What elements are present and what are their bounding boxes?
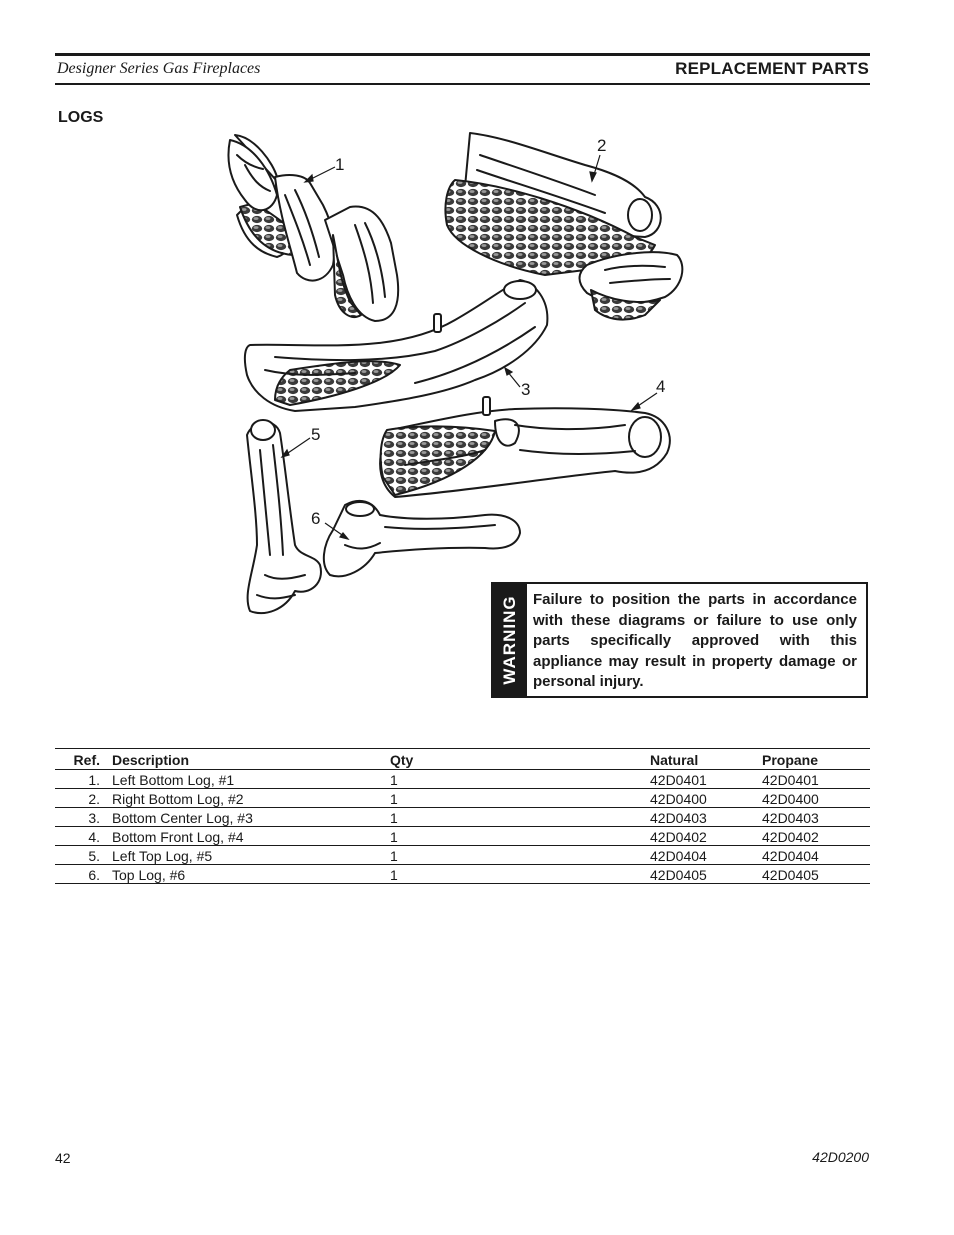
table-row bbox=[55, 846, 870, 865]
warning-box bbox=[491, 582, 868, 698]
logs-title: LOGS bbox=[58, 109, 104, 126]
cell-qty: 1 bbox=[385, 865, 650, 884]
cell-description: Right Bottom Log, #2 bbox=[112, 789, 385, 808]
parts-table bbox=[55, 748, 870, 884]
table-header-row bbox=[55, 749, 870, 770]
table-row bbox=[55, 808, 870, 827]
cell-qty: 1 bbox=[385, 846, 650, 865]
cell-propane: 42D0400 bbox=[762, 789, 870, 808]
cell-propane: 42D0402 bbox=[762, 827, 870, 846]
cell-natural: 42D0401 bbox=[650, 770, 762, 789]
header-propane: Propane bbox=[762, 749, 870, 770]
cell-natural: 42D0402 bbox=[650, 827, 762, 846]
warning-text: Failure to position the parts in accordance with these diagrams or failure to use only parts specifically approved with this appliance may result in property damage or personal injury. bbox=[533, 591, 857, 690]
header-natural: Natural bbox=[650, 749, 762, 770]
callout-4: 4 bbox=[656, 377, 666, 396]
log-2 bbox=[445, 133, 682, 320]
cell-description: Bottom Center Log, #3 bbox=[112, 808, 385, 827]
cell-ref: 2. bbox=[55, 789, 112, 808]
log-1 bbox=[228, 135, 398, 321]
warning-label-tab bbox=[493, 584, 527, 696]
cell-qty: 1 bbox=[385, 808, 650, 827]
cell-ref: 6. bbox=[55, 865, 112, 884]
header-qty: Qty bbox=[385, 749, 650, 770]
cell-ref: 1. bbox=[55, 770, 112, 789]
table-row bbox=[55, 827, 870, 846]
log-placement-diagram bbox=[215, 125, 690, 625]
header-rule-bottom bbox=[55, 83, 870, 85]
cell-description: Left Top Log, #5 bbox=[112, 846, 385, 865]
log-4 bbox=[380, 397, 670, 497]
table-row bbox=[55, 770, 870, 789]
callout-1: 1 bbox=[335, 155, 345, 174]
cell-qty: 1 bbox=[385, 770, 650, 789]
log-5 bbox=[247, 420, 321, 613]
warning-label: WARNING bbox=[500, 595, 519, 685]
cell-propane: 42D0405 bbox=[762, 865, 870, 884]
cell-description: Bottom Front Log, #4 bbox=[112, 827, 385, 846]
callout-5: 5 bbox=[311, 425, 321, 444]
section-header: REPLACEMENT PARTS bbox=[675, 59, 869, 78]
cell-ref: 5. bbox=[55, 846, 112, 865]
header-description: Description bbox=[112, 749, 385, 770]
cell-description: Top Log, #6 bbox=[112, 865, 385, 884]
cell-natural: 42D0403 bbox=[650, 808, 762, 827]
table-row bbox=[55, 789, 870, 808]
cell-description: Left Bottom Log, #1 bbox=[112, 770, 385, 789]
cell-propane: 42D0401 bbox=[762, 770, 870, 789]
document-number: 42D0200 bbox=[812, 1149, 869, 1165]
document-series-title: Designer Series Gas Fireplaces bbox=[57, 60, 261, 77]
callout-2: 2 bbox=[597, 136, 607, 155]
cell-propane: 42D0404 bbox=[762, 846, 870, 865]
cell-qty: 1 bbox=[385, 827, 650, 846]
header-ref: Ref. bbox=[55, 749, 112, 770]
callout-6: 6 bbox=[311, 509, 321, 528]
cell-qty: 1 bbox=[385, 789, 650, 808]
table-row bbox=[55, 865, 870, 884]
header-rule-top bbox=[55, 53, 870, 56]
log-6 bbox=[324, 501, 520, 576]
cell-natural: 42D0404 bbox=[650, 846, 762, 865]
cell-natural: 42D0400 bbox=[650, 789, 762, 808]
cell-propane: 42D0403 bbox=[762, 808, 870, 827]
cell-ref: 4. bbox=[55, 827, 112, 846]
cell-ref: 3. bbox=[55, 808, 112, 827]
page-number: 42 bbox=[55, 1150, 71, 1166]
callout-3: 3 bbox=[521, 380, 531, 399]
cell-natural: 42D0405 bbox=[650, 865, 762, 884]
